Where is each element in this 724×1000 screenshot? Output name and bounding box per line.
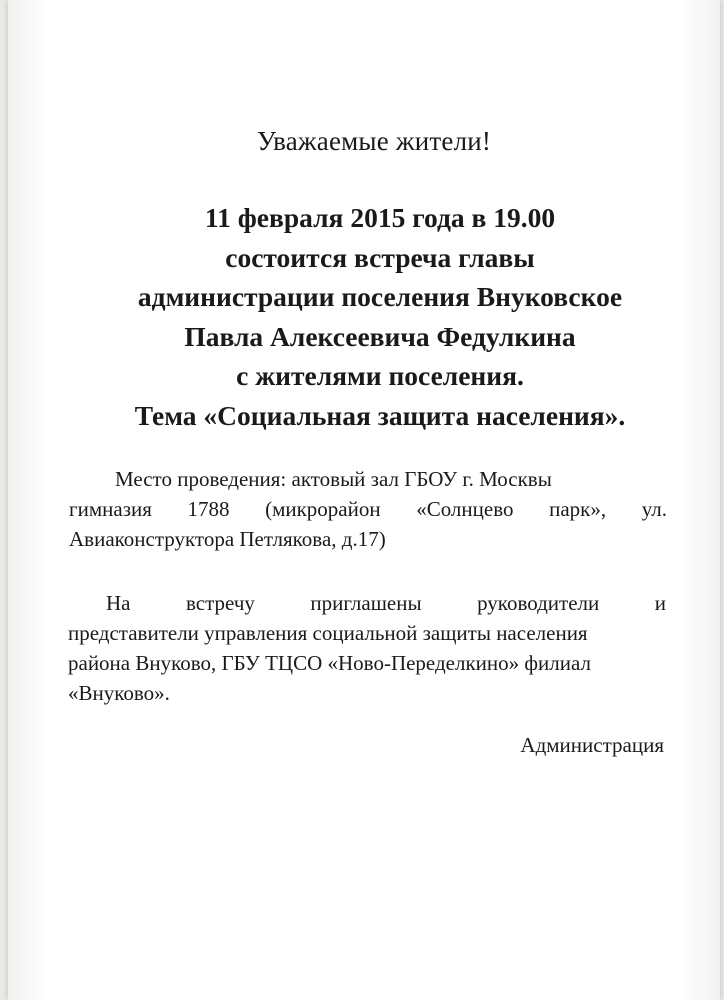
signature: Администрация <box>520 733 664 757</box>
headline <box>60 198 700 435</box>
headline-line: администрации поселения Внуковское <box>137 281 623 312</box>
headline-line: состоится встреча главы <box>225 241 535 273</box>
headline-line: Тема «Социальная защита населения». <box>134 399 626 431</box>
invite-paragraph <box>68 588 666 708</box>
headline-line: 11 февраля 2015 года в 19.00 <box>204 202 556 233</box>
venue-line: Авиаконструктора Петлякова, д.17) <box>69 527 386 551</box>
invite-line: «Внуково». <box>68 681 170 705</box>
venue-line: гимназия 1788 (микрорайон «Солнцево парк», ул. <box>69 497 667 521</box>
invite-line: На встречу приглашены руководители и <box>106 591 666 615</box>
greeting: Уважаемые жители! <box>256 126 492 156</box>
headline-line: Павла Алексеевича Федулкина <box>184 320 576 352</box>
headline-line: с жителями поселения. <box>236 360 524 391</box>
venue-line: Место проведения: актовый зал ГБОУ г. Москвы <box>115 467 552 491</box>
invite-line: представители управления социальной защиты населения <box>68 621 588 645</box>
invite-line: района Внуково, ГБУ ТЦСО «Ново-Переделкино» филиал <box>68 651 591 675</box>
venue-paragraph <box>69 464 667 554</box>
